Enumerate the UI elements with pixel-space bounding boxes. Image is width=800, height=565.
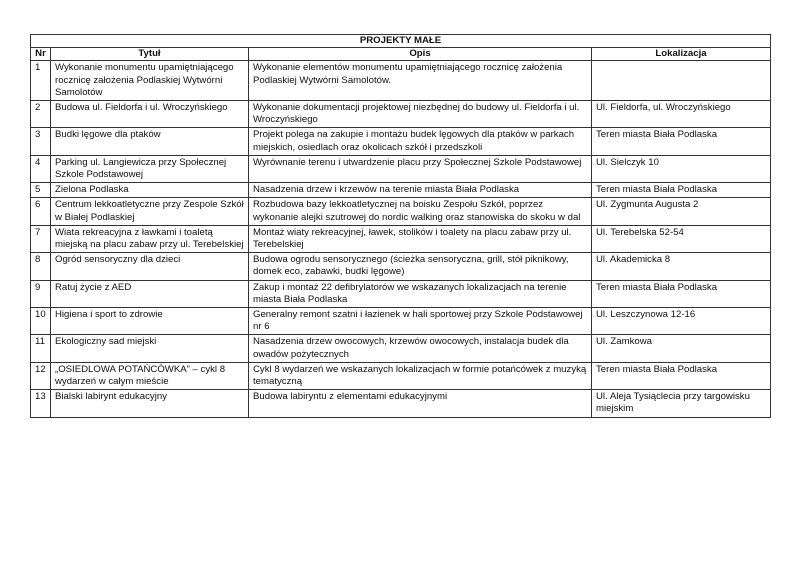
- project-title: Parking ul. Langiewicza przy Społecznej Szkole Podstawowej: [51, 155, 249, 182]
- row-number: 13: [31, 390, 51, 417]
- project-title: Ekologiczny sad miejski: [51, 335, 249, 362]
- row-number: 10: [31, 308, 51, 335]
- table-row: [31, 362, 771, 389]
- table-row: [31, 61, 771, 101]
- row-number: 5: [31, 183, 51, 198]
- project-description: Nasadzenia drzew owocowych, krzewów owocowych, instalacja budek dla owadów pożytecznych: [249, 335, 592, 362]
- row-number: 7: [31, 225, 51, 252]
- project-title: Wiata rekreacyjna z ławkami i toaletą miejską na placu zabaw przy ul. Terebelskiej: [51, 225, 249, 252]
- table-row: [31, 390, 771, 417]
- project-location: Ul. Akademicka 8: [592, 253, 771, 280]
- project-title: Budki lęgowe dla ptaków: [51, 128, 249, 155]
- project-description: Montaż wiaty rekreacyjnej, ławek, stolików i toalety na placu zabaw przy ul. Terebelskiej: [249, 225, 592, 252]
- project-location: [592, 61, 771, 101]
- project-title: Higiena i sport to zdrowie: [51, 308, 249, 335]
- column-header-title: Tytuł: [51, 48, 249, 61]
- table-title-row: [31, 35, 771, 48]
- project-location: Teren miasta Biała Podlaska: [592, 362, 771, 389]
- project-title: Bialski labirynt edukacyjny: [51, 390, 249, 417]
- project-location: Ul. Leszczynowa 12-16: [592, 308, 771, 335]
- row-number: 11: [31, 335, 51, 362]
- table-row: [31, 308, 771, 335]
- table-row: [31, 128, 771, 155]
- project-location: Ul. Zamkowa: [592, 335, 771, 362]
- project-description: Zakup i montaż 22 defibrylatorów we wskazanych lokalizacjach na terenie miasta Biała Podlaska: [249, 280, 592, 307]
- table-row: [31, 280, 771, 307]
- project-location: Teren miasta Biała Podlaska: [592, 183, 771, 198]
- row-number: 6: [31, 198, 51, 225]
- table-row: [31, 198, 771, 225]
- project-location: Ul. Terebelska 52-54: [592, 225, 771, 252]
- table-row: [31, 183, 771, 198]
- table-header-row: [31, 48, 771, 61]
- table-row: [31, 335, 771, 362]
- project-title: Wykonanie monumentu upamiętniającego rocznicę założenia Podlaskiej Wytwórni Samolotów: [51, 61, 249, 101]
- project-description: Wyrównanie terenu i utwardzenie placu przy Społecznej Szkole Podstawowej: [249, 155, 592, 182]
- project-description: Nasadzenia drzew i krzewów na terenie miasta Biała Podlaska: [249, 183, 592, 198]
- row-number: 9: [31, 280, 51, 307]
- table-row: [31, 101, 771, 128]
- row-number: 2: [31, 101, 51, 128]
- project-description: Budowa labiryntu z elementami edukacyjnymi: [249, 390, 592, 417]
- table-row: [31, 253, 771, 280]
- row-number: 8: [31, 253, 51, 280]
- project-location: Ul. Aleja Tysiąclecia przy targowisku miejskim: [592, 390, 771, 417]
- project-location: Ul. Fieldorfa, ul. Wroczyńskiego: [592, 101, 771, 128]
- project-description: Wykonanie elementów monumentu upamiętniającego rocznicę założenia Podlaskiej Wytwórni Samolotów.: [249, 61, 592, 101]
- project-title: Ratuj życie z AED: [51, 280, 249, 307]
- projects-document: [30, 34, 771, 418]
- project-description: Rozbudowa bazy lekkoatletycznej na boisku Zespołu Szkół, poprzez wykonanie alejki szutrowej do nordic walking oraz stanowiska do skoku w dal: [249, 198, 592, 225]
- row-number: 1: [31, 61, 51, 101]
- project-location: Teren miasta Biała Podlaska: [592, 128, 771, 155]
- project-description: Wykonanie dokumentacji projektowej niezbędnej do budowy ul. Fieldorfa i ul. Wroczyńskiego: [249, 101, 592, 128]
- table-row: [31, 225, 771, 252]
- project-description: Budowa ogrodu sensorycznego (ścieżka sensoryczna, grill, stół piknikowy, domek eco, zabawki, budki lęgowe): [249, 253, 592, 280]
- project-title: Centrum lekkoatletyczne przy Zespole Szkół w Białej Podlaskiej: [51, 198, 249, 225]
- project-description: Cykl 8 wydarzeń we wskazanych lokalizacjach w formie potańcówek z muzyką tematyczną: [249, 362, 592, 389]
- table-row: [31, 155, 771, 182]
- column-header-nr: Nr: [31, 48, 51, 61]
- column-header-location: Lokalizacja: [592, 48, 771, 61]
- row-number: 12: [31, 362, 51, 389]
- project-location: Teren miasta Biała Podlaska: [592, 280, 771, 307]
- row-number: 3: [31, 128, 51, 155]
- column-header-description: Opis: [249, 48, 592, 61]
- project-title: „OSIEDLOWA POTAŃCÓWKA” – cykl 8 wydarzeń w całym mieście: [51, 362, 249, 389]
- projects-table: [30, 34, 771, 418]
- project-description: Projekt polega na zakupie i montażu budek lęgowych dla ptaków w parkach miejskich, osiedlach oraz okolicach szkół i przedszkoli: [249, 128, 592, 155]
- row-number: 4: [31, 155, 51, 182]
- project-title: Ogród sensoryczny dla dzieci: [51, 253, 249, 280]
- project-location: Ul. Zygmunta Augusta 2: [592, 198, 771, 225]
- project-title: Zielona Podlaska: [51, 183, 249, 198]
- table-title: PROJEKTY MAŁE: [31, 35, 771, 48]
- project-title: Budowa ul. Fieldorfa i ul. Wroczyńskiego: [51, 101, 249, 128]
- project-description: Generalny remont szatni i łazienek w hali sportowej przy Szkole Podstawowej nr 6: [249, 308, 592, 335]
- project-location: Ul. Sielczyk 10: [592, 155, 771, 182]
